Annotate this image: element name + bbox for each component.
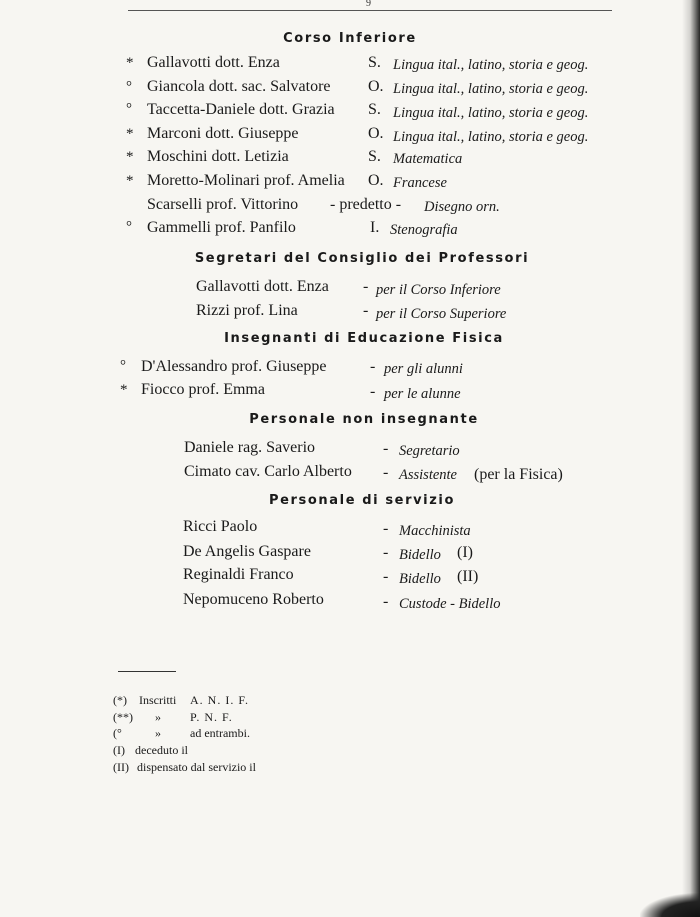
heading-educazione-fisica: Insegnanti di Educazione Fisica <box>224 331 504 346</box>
staff-name: Fiocco prof. Emma <box>141 381 265 398</box>
footnote-ref: (II) <box>457 568 479 585</box>
top-rule <box>128 10 612 11</box>
staff-code: O. <box>368 125 384 142</box>
staff-name: Giancola dott. sac. Salvatore <box>147 78 331 95</box>
footnote-rule <box>118 671 176 672</box>
role-note: (per la Fisica) <box>474 466 563 483</box>
footnote-mark: ° <box>120 358 126 374</box>
heading-personale-non-insegnante: Personale non insegnante <box>249 412 479 427</box>
page-edge-shadow <box>682 0 700 917</box>
footnote-mark: ° <box>126 101 132 117</box>
staff-role: Stenografia <box>390 222 458 238</box>
footnote-symbol: (° <box>113 726 122 740</box>
footnote-mark: * <box>126 126 134 142</box>
footnote-text: dispensato dal servizio il <box>137 760 256 774</box>
staff-name: D'Alessandro prof. Giuseppe <box>141 358 327 375</box>
staff-role: Macchinista <box>399 523 471 539</box>
staff-name: De Angelis Gaspare <box>183 543 311 560</box>
dash: - <box>363 302 369 319</box>
staff-role: Francese <box>393 175 447 191</box>
footnote-ref: (I) <box>457 544 473 561</box>
staff-role: Lingua ital., latino, storia e geog. <box>393 129 589 145</box>
page-number: 9 <box>366 0 371 9</box>
footnote-mark: ° <box>126 219 132 235</box>
staff-name: Moretto-Molinari prof. Amelia <box>147 172 345 189</box>
dash: - <box>383 568 389 585</box>
footnote-mark: * <box>126 55 134 71</box>
staff-role: Assistente <box>399 467 457 483</box>
staff-role: Custode - Bidello <box>399 596 501 612</box>
staff-name: Gallavotti dott. Enza <box>196 278 329 295</box>
footnote-text: Inscritti <box>139 693 177 707</box>
staff-code: S. <box>368 101 381 118</box>
footnote-value: A. N. I. F. <box>190 693 250 707</box>
staff-role: per gli alunni <box>384 361 463 377</box>
dash: - <box>383 520 389 537</box>
staff-role: Bidello <box>399 547 441 563</box>
dash: - <box>383 464 389 481</box>
dash: - <box>363 278 369 295</box>
staff-code: - predetto - <box>330 196 402 213</box>
footnote-symbol: (II) <box>113 760 129 774</box>
staff-name: Rizzi prof. Lina <box>196 302 298 319</box>
staff-code: O. <box>368 172 384 189</box>
staff-code: S. <box>368 148 381 165</box>
footnote-value: ad entrambi. <box>190 726 250 740</box>
dash: - <box>383 440 389 457</box>
heading-personale-di-servizio: Personale di servizio <box>269 493 455 508</box>
dash: - <box>370 358 376 375</box>
staff-name: Scarselli prof. Vittorino <box>147 196 299 213</box>
footnote-mark: * <box>120 382 128 398</box>
staff-name: Reginaldi Franco <box>183 566 294 583</box>
footnote-symbol: (I) <box>113 743 125 757</box>
footnote-symbol: (**) <box>113 710 133 724</box>
heading-segretari: Segretari del Consiglio dei Professori <box>194 251 530 266</box>
staff-role: per le alunne <box>384 386 461 402</box>
footnote-symbol: (*) <box>113 693 127 707</box>
staff-name: Cimato cav. Carlo Alberto <box>184 463 352 480</box>
staff-role: Disegno orn. <box>424 199 500 215</box>
staff-code: S. <box>368 54 381 71</box>
footnote-value: P. N. F. <box>190 710 233 724</box>
dash: - <box>370 383 376 400</box>
scan-corner-mark <box>640 893 700 917</box>
staff-role: per il Corso Inferiore <box>376 282 501 298</box>
staff-role: Lingua ital., latino, storia e geog. <box>393 105 589 121</box>
staff-name: Ricci Paolo <box>183 518 258 535</box>
staff-name: Marconi dott. Giuseppe <box>147 125 299 142</box>
staff-name: Moschini dott. Letizia <box>147 148 289 165</box>
staff-name: Nepomuceno Roberto <box>183 591 324 608</box>
staff-code: I. <box>370 219 380 236</box>
staff-code: O. <box>368 78 384 95</box>
dash: - <box>383 593 389 610</box>
footnote-mark: ° <box>126 79 132 95</box>
staff-role: Segretario <box>399 443 460 459</box>
staff-name: Daniele rag. Saverio <box>184 439 316 456</box>
footnote-mark: * <box>126 173 134 189</box>
staff-role: Lingua ital., latino, storia e geog. <box>393 81 589 97</box>
staff-role: Lingua ital., latino, storia e geog. <box>393 57 589 73</box>
staff-role: Bidello <box>399 571 441 587</box>
staff-name: Gammelli prof. Panfilo <box>147 219 296 236</box>
dash: - <box>383 544 389 561</box>
footnote-ditto: » <box>155 726 161 740</box>
footnote-mark: * <box>126 149 134 165</box>
footnote-text: deceduto il <box>135 743 188 757</box>
footnote-ditto: » <box>155 710 161 724</box>
staff-role: per il Corso Superiore <box>376 306 507 322</box>
staff-name: Taccetta-Daniele dott. Grazia <box>147 101 335 118</box>
staff-name: Gallavotti dott. Enza <box>147 54 280 71</box>
staff-role: Matematica <box>393 151 463 167</box>
heading-corso-inferiore: Corso Inferiore <box>283 31 417 46</box>
